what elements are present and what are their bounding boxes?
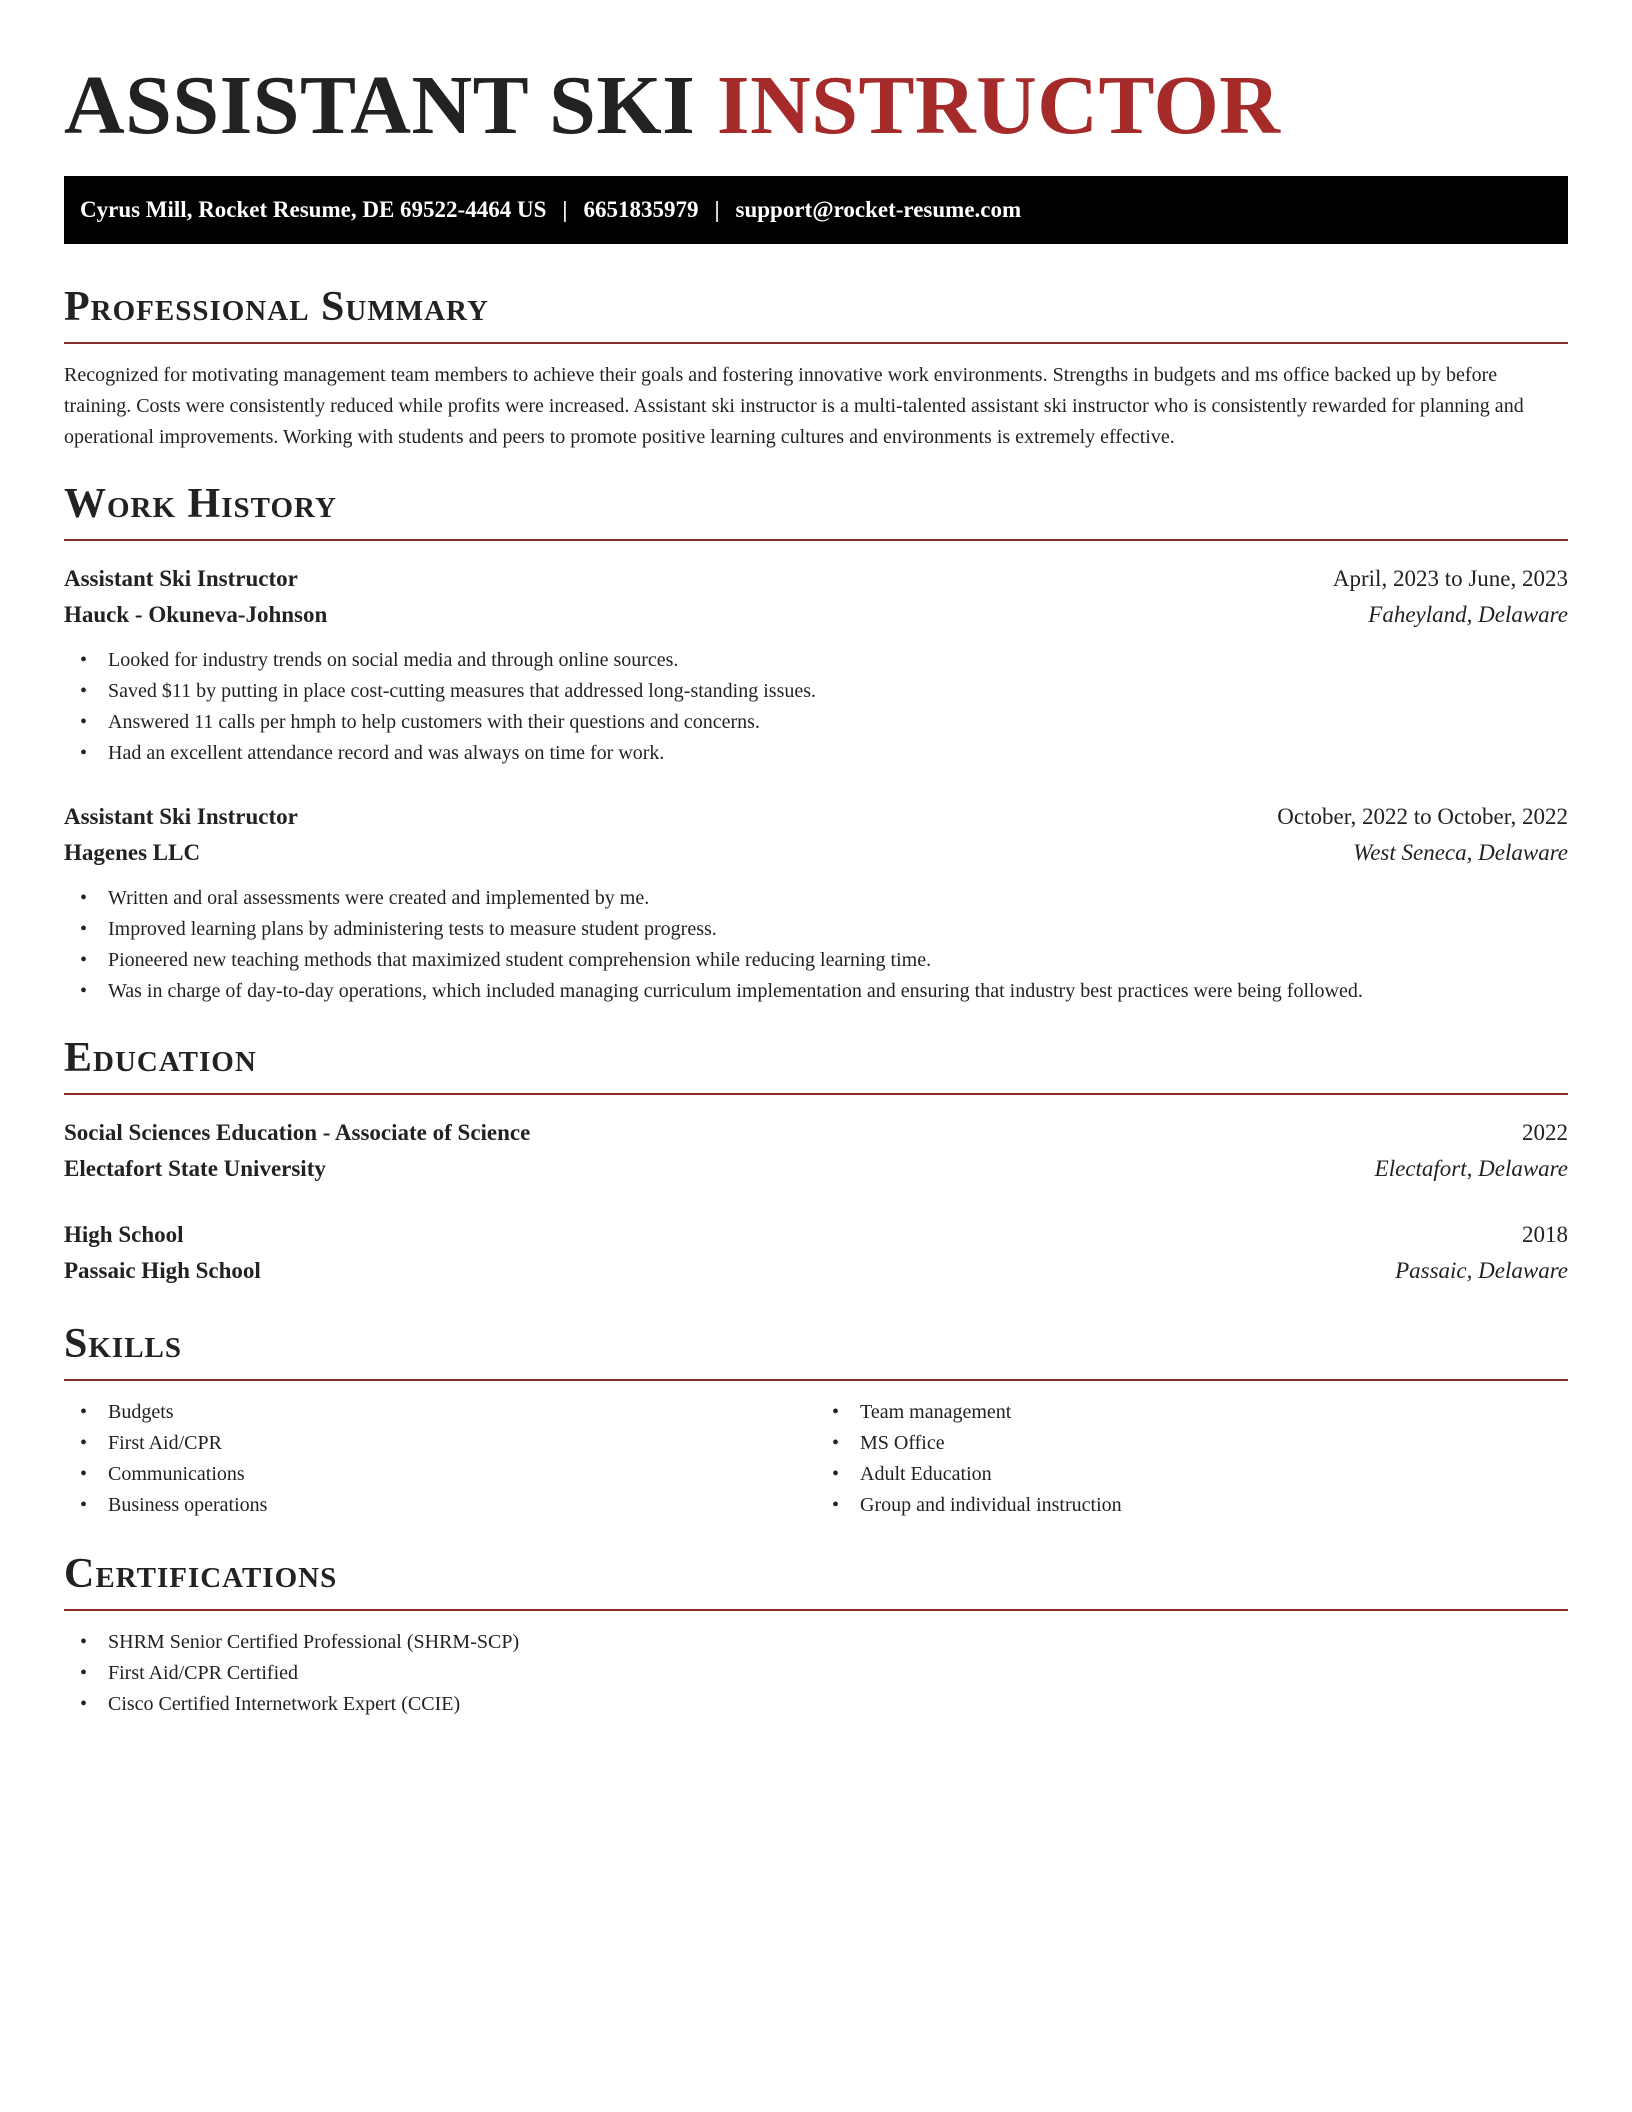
contact-email: support@rocket-resume.com xyxy=(735,197,1022,222)
job-bullet: • Saved $11 by putting in place cost-cutting measures that addressed long-standing issues. xyxy=(64,676,1568,707)
certification-item: • SHRM Senior Certified Professional (SHRM-SCP) xyxy=(64,1627,1568,1658)
job-bullet: • Written and oral assessments were created and implemented by me. xyxy=(64,883,1568,914)
job-bullets xyxy=(64,645,1568,769)
work-history-section xyxy=(64,479,1568,1007)
certification-item: • First Aid/CPR Certified xyxy=(64,1658,1568,1689)
job-bullet: • Answered 11 calls per hmph to help customers with their questions and concerns. xyxy=(64,707,1568,738)
skill-item: • Adult Education xyxy=(816,1459,1568,1490)
education-entry xyxy=(64,1217,1568,1289)
contact-phone: 6651835979 xyxy=(583,197,699,222)
contact-separator: | xyxy=(562,197,568,222)
education-year: 2018 xyxy=(1522,1222,1568,1247)
education-header-row xyxy=(64,1115,1568,1151)
job-bullet: • Pioneered new teaching methods that maximized student comprehension while reducing learning time. xyxy=(64,945,1568,976)
skills-grid xyxy=(64,1397,1568,1521)
skill-item: • Team management xyxy=(816,1397,1568,1428)
title-accent: INSTRUCTOR xyxy=(716,59,1281,152)
education-degree: High School xyxy=(64,1222,184,1247)
skill-item: • MS Office xyxy=(816,1428,1568,1459)
job-company-row xyxy=(64,835,1568,871)
education-school-row xyxy=(64,1253,1568,1289)
summary-section xyxy=(64,282,1568,453)
skill-item: • Business operations xyxy=(64,1490,816,1521)
education-year: 2022 xyxy=(1522,1120,1568,1145)
job-dates: October, 2022 to October, 2022 xyxy=(1277,804,1568,829)
job-dates: April, 2023 to June, 2023 xyxy=(1332,566,1568,591)
education-degree: Social Sciences Education - Associate of Science xyxy=(64,1120,531,1145)
job-entry xyxy=(64,799,1568,1007)
certifications-section xyxy=(64,1549,1568,1720)
education-section xyxy=(64,1033,1568,1289)
job-bullets xyxy=(64,883,1568,1007)
certifications-list xyxy=(64,1627,1568,1720)
certification-item: • Cisco Certified Internetwork Expert (CCIE) xyxy=(64,1689,1568,1720)
job-title: Assistant Ski Instructor xyxy=(64,566,298,591)
job-company: Hauck - Okuneva-Johnson xyxy=(64,602,328,627)
summary-text: Recognized for motivating management team members to achieve their goals and fostering innovative work environments. Strengths in budgets and ms office backed up by before training. Costs were consistently reduced while profits were increased. Assistant ski instructor is a multi-talented assistant ski instructor who is consistently rewarded for planning and operational improvements. Working with students and peers to promote positive learning cultures and environments is extremely effective. xyxy=(64,364,1524,448)
contact-bar xyxy=(64,176,1568,244)
education-heading: Education xyxy=(64,1033,1568,1095)
job-entry xyxy=(64,561,1568,769)
summary-heading: Professional Summary xyxy=(64,282,1568,344)
education-school: Passaic High School xyxy=(64,1258,261,1283)
work-history-heading: Work History xyxy=(64,479,1568,541)
education-school: Electafort State University xyxy=(64,1156,326,1181)
contact-address: Cyrus Mill, Rocket Resume, DE 69522-4464 US xyxy=(80,197,547,222)
education-location: Passaic, Delaware xyxy=(1395,1258,1568,1283)
job-bullet: • Improved learning plans by administering tests to measure student progress. xyxy=(64,914,1568,945)
job-header-row xyxy=(64,561,1568,597)
education-entry xyxy=(64,1115,1568,1187)
skills-column-left xyxy=(64,1397,816,1521)
skill-item: • Budgets xyxy=(64,1397,816,1428)
skills-section xyxy=(64,1319,1568,1521)
job-bullet: • Looked for industry trends on social media and through online sources. xyxy=(64,645,1568,676)
title-main: ASSISTANT SKI xyxy=(64,59,696,152)
skills-column-right xyxy=(816,1397,1568,1521)
job-header-row xyxy=(64,799,1568,835)
job-title: Assistant Ski Instructor xyxy=(64,804,298,829)
education-school-row xyxy=(64,1151,1568,1187)
job-location: West Seneca, Delaware xyxy=(1353,840,1568,865)
certifications-heading: Certifications xyxy=(64,1549,1568,1611)
job-company-row xyxy=(64,597,1568,633)
job-location: Faheyland, Delaware xyxy=(1368,602,1568,627)
contact-separator: | xyxy=(714,197,720,222)
job-bullet: • Had an excellent attendance record and was always on time for work. xyxy=(64,738,1568,769)
skill-item: • Group and individual instruction xyxy=(816,1490,1568,1521)
skill-item: • First Aid/CPR xyxy=(64,1428,816,1459)
education-location: Electafort, Delaware xyxy=(1374,1156,1568,1181)
job-bullet: • Was in charge of day-to-day operations, which included managing curriculum implementation and ensuring that industry best practices were being followed. xyxy=(64,976,1568,1007)
skill-item: • Communications xyxy=(64,1459,816,1490)
education-header-row xyxy=(64,1217,1568,1253)
resume-title xyxy=(64,0,1568,156)
job-company: Hagenes LLC xyxy=(64,840,201,865)
skills-heading: Skills xyxy=(64,1319,1568,1381)
